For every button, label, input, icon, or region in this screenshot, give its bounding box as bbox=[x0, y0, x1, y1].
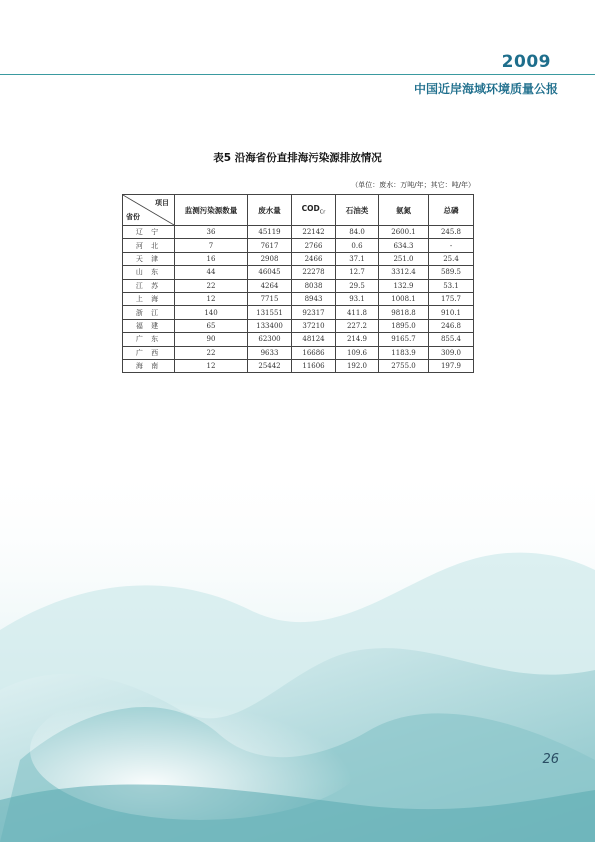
value-cell: 910.1 bbox=[429, 306, 474, 319]
value-cell: 251.0 bbox=[379, 252, 429, 265]
value-cell: 2466 bbox=[292, 252, 336, 265]
value-cell: 46045 bbox=[248, 266, 292, 279]
column-header: 总磷 bbox=[429, 195, 474, 226]
value-cell: 48124 bbox=[292, 333, 336, 346]
value-cell: 246.8 bbox=[429, 319, 474, 332]
table-row bbox=[123, 226, 474, 239]
cod-subscript: Cr bbox=[319, 209, 326, 216]
value-cell: 62300 bbox=[248, 333, 292, 346]
table-header-row bbox=[123, 195, 474, 226]
value-cell: 7 bbox=[175, 239, 248, 252]
table-row bbox=[123, 319, 474, 332]
value-cell: 16686 bbox=[292, 346, 336, 359]
value-cell: 1008.1 bbox=[379, 292, 429, 305]
unit-note: （单位：废水：万吨/年；其它：吨/年） bbox=[351, 181, 475, 189]
value-cell: 131551 bbox=[248, 306, 292, 319]
value-cell: 1183.9 bbox=[379, 346, 429, 359]
value-cell: 12 bbox=[175, 359, 248, 372]
table-row bbox=[123, 266, 474, 279]
value-cell: 3312.4 bbox=[379, 266, 429, 279]
column-header: 废水量 bbox=[248, 195, 292, 226]
value-cell: 132.9 bbox=[379, 279, 429, 292]
corner-label-item: 项目 bbox=[155, 199, 169, 207]
table-row bbox=[123, 359, 474, 372]
value-cell: 9165.7 bbox=[379, 333, 429, 346]
table-row bbox=[123, 239, 474, 252]
province-cell: 山 东 bbox=[123, 266, 175, 279]
value-cell: 22 bbox=[175, 346, 248, 359]
value-cell: 84.0 bbox=[336, 226, 379, 239]
column-header-cod bbox=[292, 195, 336, 226]
value-cell: 45119 bbox=[248, 226, 292, 239]
value-cell: 44 bbox=[175, 266, 248, 279]
province-cell: 广 西 bbox=[123, 346, 175, 359]
value-cell: 65 bbox=[175, 319, 248, 332]
value-cell: 12 bbox=[175, 292, 248, 305]
value-cell: 36 bbox=[175, 226, 248, 239]
table-row bbox=[123, 292, 474, 305]
column-header: 氨氮 bbox=[379, 195, 429, 226]
pollution-table bbox=[122, 194, 474, 373]
value-cell: 12.7 bbox=[336, 266, 379, 279]
value-cell: 22278 bbox=[292, 266, 336, 279]
value-cell: 2766 bbox=[292, 239, 336, 252]
value-cell: 22 bbox=[175, 279, 248, 292]
province-cell: 河 北 bbox=[123, 239, 175, 252]
value-cell: 227.2 bbox=[336, 319, 379, 332]
value-cell: 7715 bbox=[248, 292, 292, 305]
value-cell: 37.1 bbox=[336, 252, 379, 265]
value-cell: 8943 bbox=[292, 292, 336, 305]
report-title: 中国近岸海域环境质量公报 bbox=[413, 82, 558, 96]
value-cell: 9633 bbox=[248, 346, 292, 359]
value-cell: - bbox=[429, 239, 474, 252]
value-cell: 8038 bbox=[292, 279, 336, 292]
value-cell: 53.1 bbox=[429, 279, 474, 292]
value-cell: 90 bbox=[175, 333, 248, 346]
province-cell: 海 南 bbox=[123, 359, 175, 372]
value-cell: 245.8 bbox=[429, 226, 474, 239]
value-cell: 93.1 bbox=[336, 292, 379, 305]
value-cell: 22142 bbox=[292, 226, 336, 239]
column-header: 监测污染源数量 bbox=[175, 195, 248, 226]
column-header: 石油类 bbox=[336, 195, 379, 226]
value-cell: 411.8 bbox=[336, 306, 379, 319]
value-cell: 2755.0 bbox=[379, 359, 429, 372]
report-year: 2009 bbox=[501, 52, 551, 72]
value-cell: 634.3 bbox=[379, 239, 429, 252]
table-row bbox=[123, 346, 474, 359]
header-rule bbox=[0, 74, 595, 75]
wave-background bbox=[0, 460, 595, 842]
value-cell: 855.4 bbox=[429, 333, 474, 346]
value-cell: 37210 bbox=[292, 319, 336, 332]
table-row bbox=[123, 333, 474, 346]
value-cell: 309.0 bbox=[429, 346, 474, 359]
value-cell: 0.6 bbox=[336, 239, 379, 252]
value-cell: 175.7 bbox=[429, 292, 474, 305]
value-cell: 2600.1 bbox=[379, 226, 429, 239]
province-cell: 浙 江 bbox=[123, 306, 175, 319]
value-cell: 140 bbox=[175, 306, 248, 319]
cod-label: COD bbox=[301, 204, 320, 214]
value-cell: 92317 bbox=[292, 306, 336, 319]
table-row bbox=[123, 252, 474, 265]
value-cell: 589.5 bbox=[429, 266, 474, 279]
value-cell: 9818.8 bbox=[379, 306, 429, 319]
corner-label-province: 省份 bbox=[126, 213, 140, 221]
value-cell: 2908 bbox=[248, 252, 292, 265]
value-cell: 16 bbox=[175, 252, 248, 265]
value-cell: 133400 bbox=[248, 319, 292, 332]
value-cell: 4264 bbox=[248, 279, 292, 292]
table-row bbox=[123, 279, 474, 292]
province-cell: 上 海 bbox=[123, 292, 175, 305]
province-cell: 广 东 bbox=[123, 333, 175, 346]
value-cell: 109.6 bbox=[336, 346, 379, 359]
province-cell: 江 苏 bbox=[123, 279, 175, 292]
province-cell: 辽 宁 bbox=[123, 226, 175, 239]
value-cell: 11606 bbox=[292, 359, 336, 372]
province-cell: 天 津 bbox=[123, 252, 175, 265]
table-title: 表5 沿海省份直排海污染源排放情况 bbox=[213, 152, 382, 164]
value-cell: 25442 bbox=[248, 359, 292, 372]
province-cell: 福 建 bbox=[123, 319, 175, 332]
value-cell: 197.9 bbox=[429, 359, 474, 372]
value-cell: 1895.0 bbox=[379, 319, 429, 332]
corner-header-cell bbox=[123, 195, 175, 226]
value-cell: 214.9 bbox=[336, 333, 379, 346]
page-number: 26 bbox=[542, 752, 559, 767]
table-row bbox=[123, 306, 474, 319]
value-cell: 7617 bbox=[248, 239, 292, 252]
value-cell: 25.4 bbox=[429, 252, 474, 265]
value-cell: 29.5 bbox=[336, 279, 379, 292]
value-cell: 192.0 bbox=[336, 359, 379, 372]
